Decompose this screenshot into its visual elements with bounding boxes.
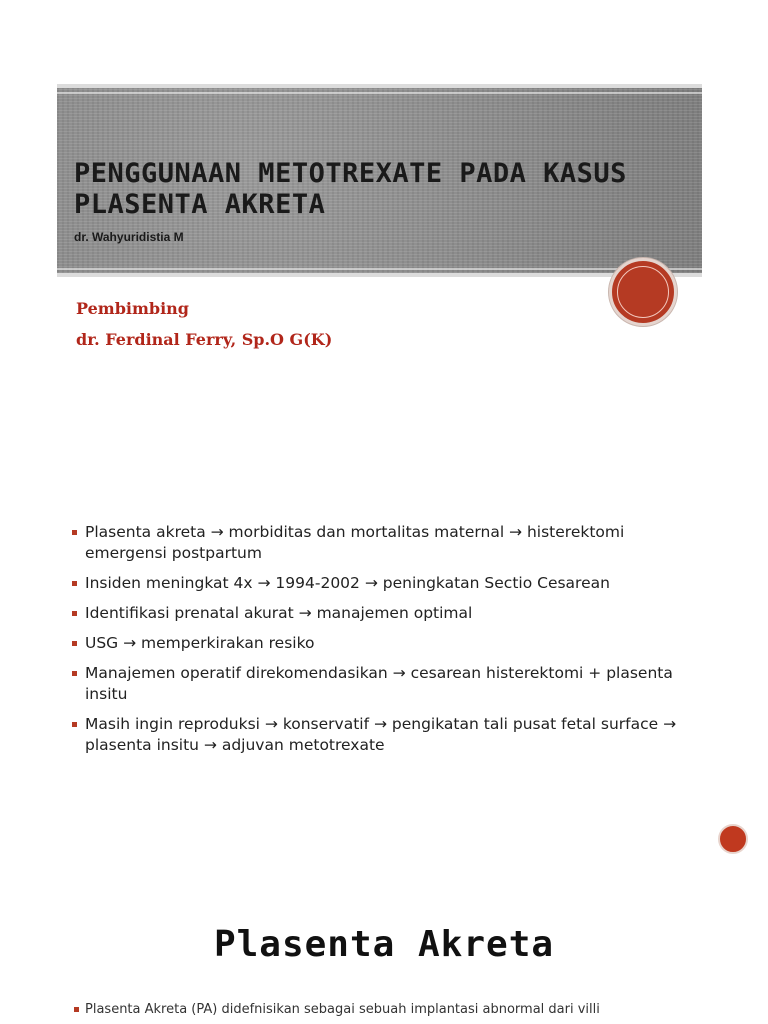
title-banner [57,84,702,277]
list-item [72,573,702,594]
list-item-text: Plasenta akreta → morbiditas dan mortalitas maternal → histerektomi emergensi postpartum [85,523,625,562]
list-item-text: Insiden meningkat 4x → 1994-2002 → peningkatan Sectio Cesarean [85,574,610,592]
list-item-text: Plasenta Akreta (PA) didefnisikan sebagai sebuah implantasi abnormal dari villi [85,1002,600,1017]
list-item [72,633,702,654]
title-slide [0,0,768,486]
list-item [72,522,702,564]
presentation-title: PENGGUNAAN METOTREXATE PADA KASUS PLASENTA AKRETA [74,158,627,220]
bullet-list [72,522,702,765]
bullet-marker-icon [72,581,77,586]
decorative-circle [609,258,677,326]
bullet-marker-icon [72,530,77,535]
list-item [72,663,702,705]
author-name: dr. Wahyuridistia M [74,230,184,244]
banner-line-top [57,92,702,94]
content-slide [0,486,768,876]
section-slide [0,876,768,1024]
bullet-marker-icon [72,671,77,676]
list-item-text: USG → memperkirakan resiko [85,634,315,652]
list-item [72,714,702,756]
advisor-label: Pembimbing [76,299,189,318]
list-item [72,603,702,624]
bullet-marker-icon [72,722,77,727]
bullet-marker-icon [74,1007,79,1012]
decorative-circle-small [718,824,748,854]
list-item-text: Masih ingin reproduksi → konservatif → pengikatan tali pusat fetal surface → plasenta insitu → adjuvan metotrexate [85,715,677,754]
list-item-text: Manajemen operatif direkomendasikan → cesarean histerektomi + plasenta insitu [85,664,673,703]
advisor-name: dr. Ferdinal Ferry, Sp.O G(K) [76,330,333,349]
list-item-text: Identifikasi prenatal akurat → manajemen optimal [85,604,473,622]
bullet-marker-icon [72,641,77,646]
list-item [74,1002,714,1017]
banner-line-bottom [57,268,702,270]
section-title: Plasenta Akreta [213,924,555,965]
bullet-marker-icon [72,611,77,616]
